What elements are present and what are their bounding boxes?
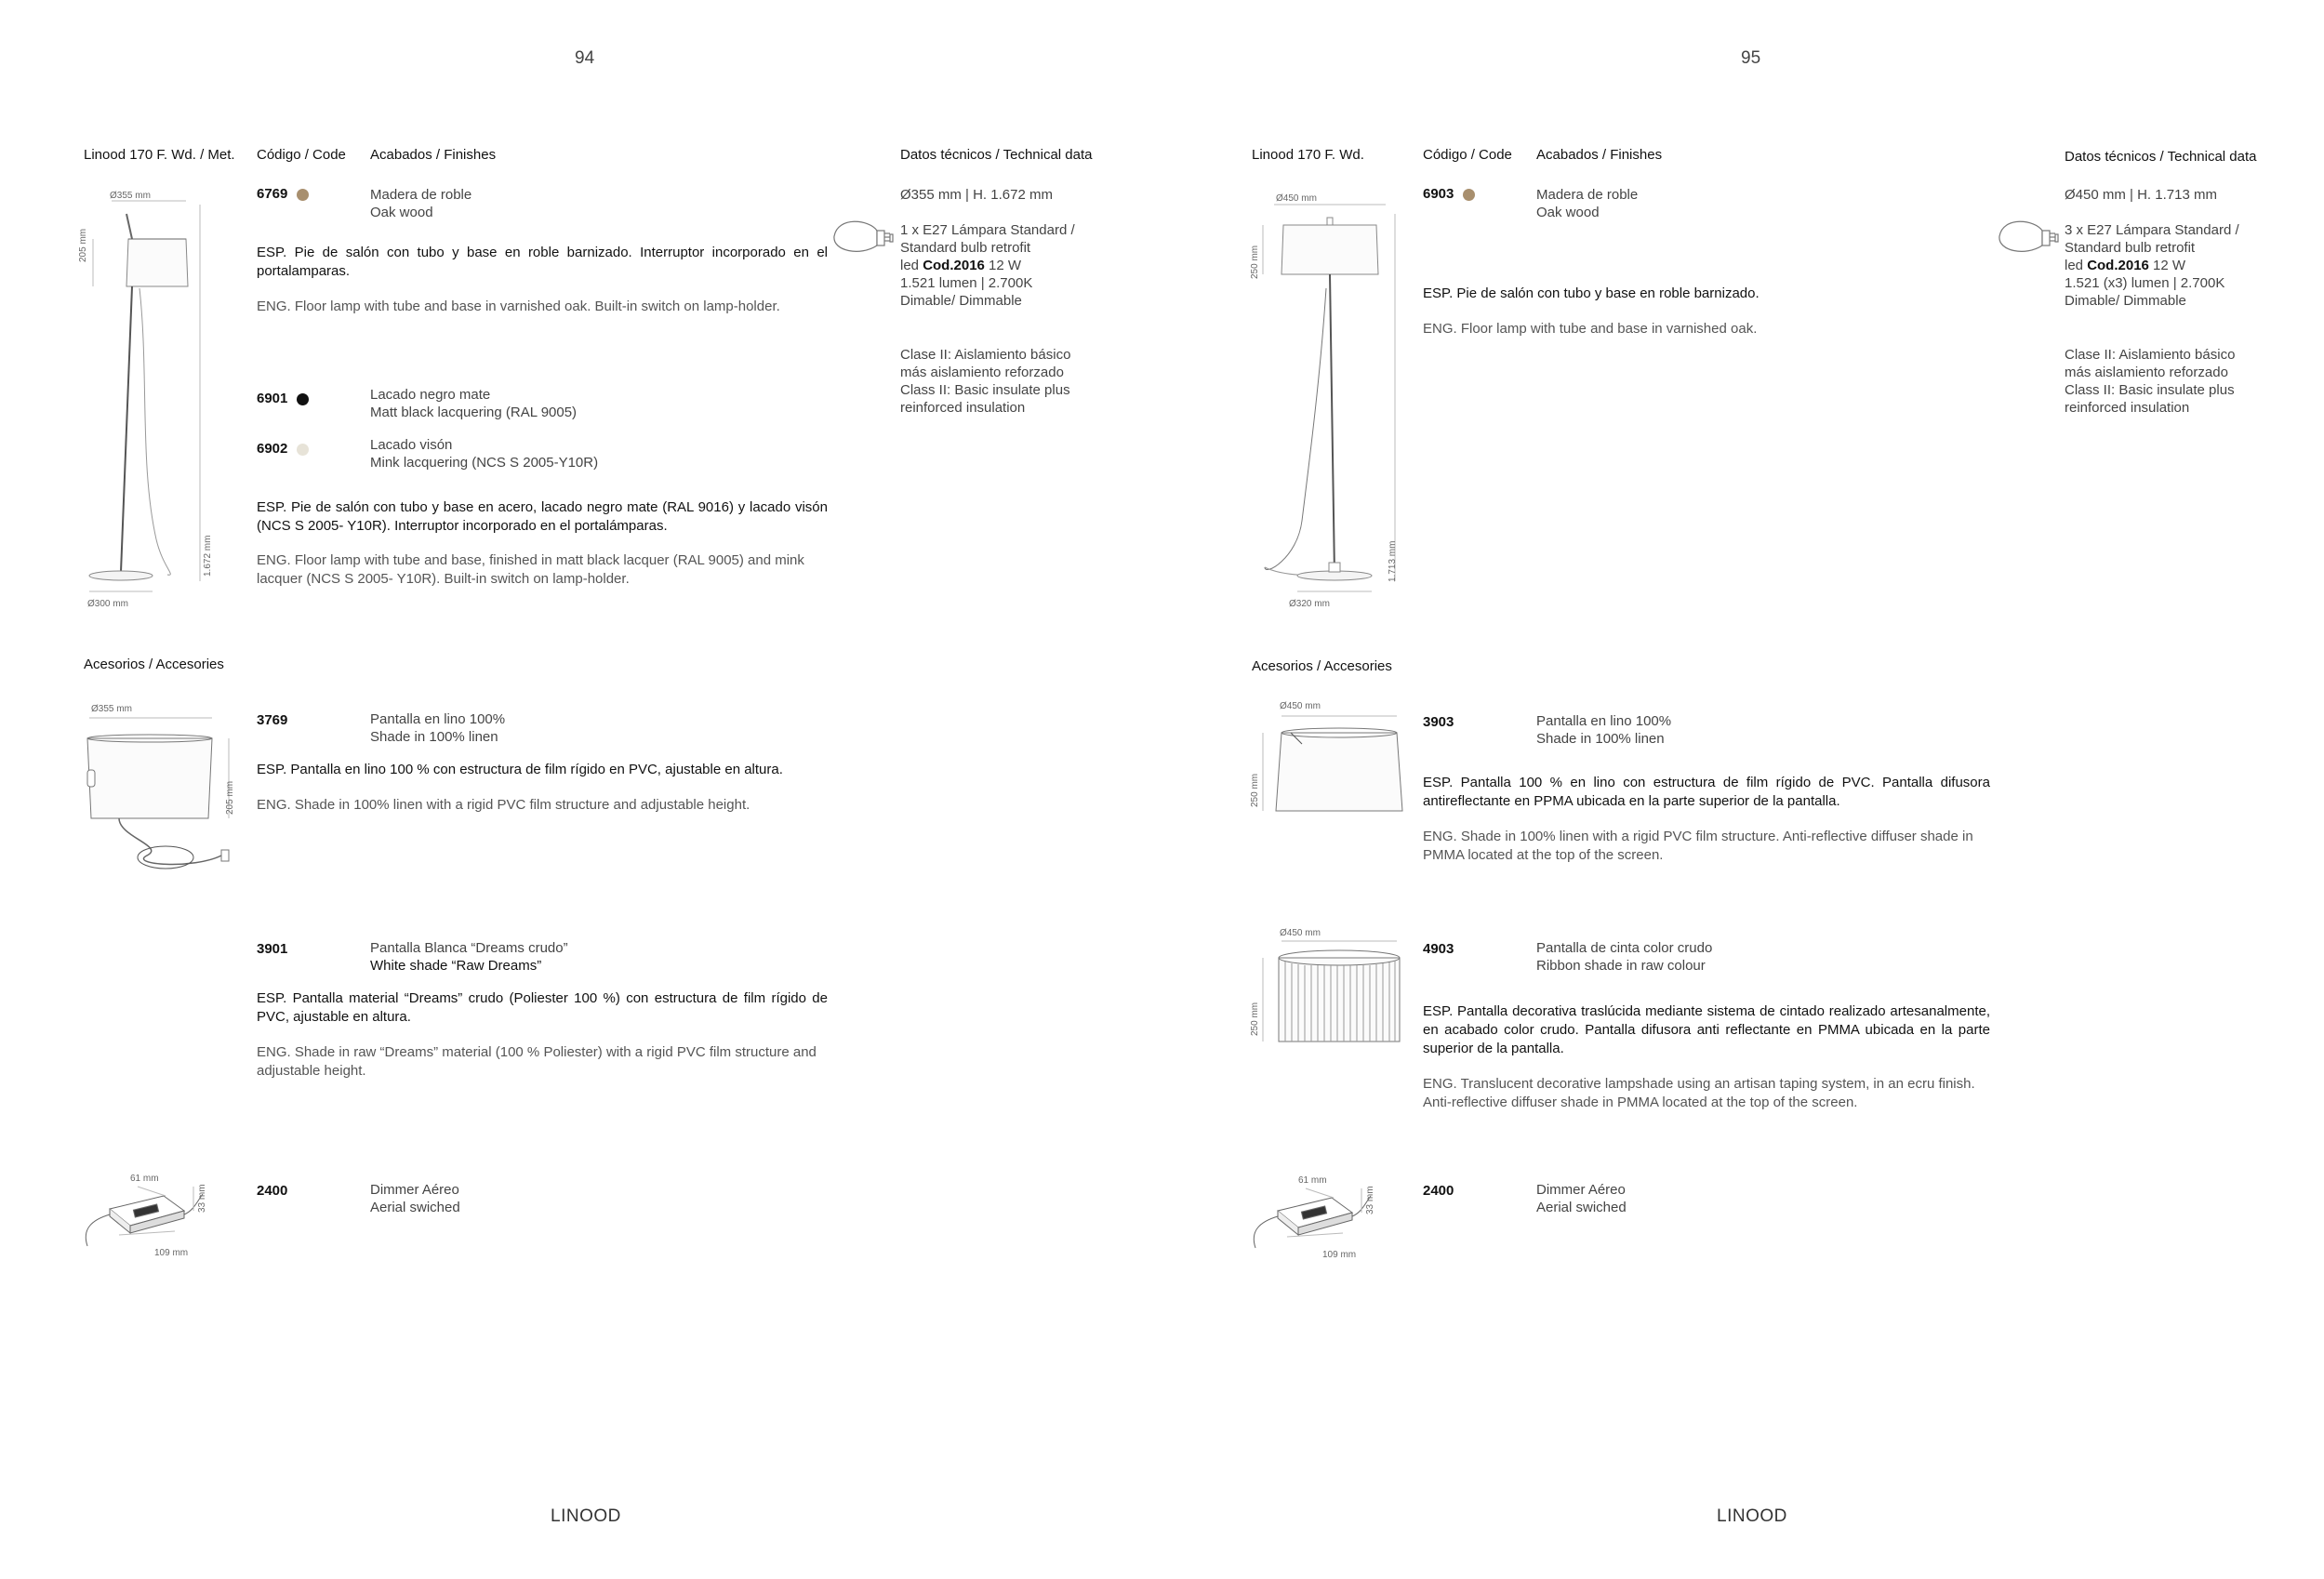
dimmer-length-label: 109 mm xyxy=(1322,1250,1357,1260)
tech-class: Clase II: Aislamiento básico más aislamiento reforzado Class II: Basic insulate plus reinforced insulation xyxy=(900,347,1071,416)
shade-accessory-drawing xyxy=(82,707,240,874)
accessories-title-left: Acesorios / Accesories xyxy=(84,657,224,672)
description-esp: ESP. Pie de salón con tubo y base en roble barnizado. Interruptor incorporado en el portalamparas. xyxy=(257,245,828,279)
dimmer-height-label: 33 mm xyxy=(1365,1186,1375,1214)
tech-header-right: Datos técnicos / Technical data xyxy=(2065,149,2257,165)
description-esp: ESP. Pie de salón con tubo y base en roble barnizado. xyxy=(1423,285,1760,301)
total-height-label-right: 1.713 mm xyxy=(1388,540,1398,582)
acc-shade-height-label: 205 mm xyxy=(225,780,235,815)
floor-lamp-drawing-left xyxy=(74,186,223,623)
dimmer-height-label: 33 mm xyxy=(197,1184,207,1213)
linen-shade-drawing xyxy=(1255,707,1423,828)
accessory-name: Dimmer Aéreo Aerial swiched xyxy=(1536,1182,1627,1215)
description-eng: ENG. Shade in raw “Dreams” material (100 % Poliester) with a rigid PVC film structure and adjustable height. xyxy=(257,1044,817,1079)
page-number-right: 95 xyxy=(1741,48,1761,68)
acc2-diameter-label: Ø450 mm xyxy=(1280,928,1321,938)
accessory-code: 2400 xyxy=(1423,1183,1454,1199)
accessory-name: Pantalla de cinta color crudo Ribbon shade in raw colour xyxy=(1536,940,1713,974)
product-code: 6903 xyxy=(1423,186,1475,202)
acc2-height-label: 250 mm xyxy=(1250,1002,1260,1036)
accessories-title-right: Acesorios / Accesories xyxy=(1252,658,1392,674)
model-header-left: Linood 170 F. Wd. / Met. xyxy=(84,147,235,163)
total-height-label-left: 1.672 mm xyxy=(203,535,213,577)
finish-text: Lacado negro mate Matt black lacquering (RAL 9005) xyxy=(370,387,578,420)
code-header-right: Código / Code xyxy=(1423,147,1512,163)
acc-shade-diameter-label: Ø355 mm xyxy=(91,704,132,714)
acc1-height-label: 250 mm xyxy=(1250,773,1260,807)
finish-text: Madera de roble Oak wood xyxy=(1536,187,1639,220)
tech-dimensions: Ø355 mm | H. 1.672 mm xyxy=(900,187,1053,203)
base-diameter-label-right: Ø320 mm xyxy=(1289,599,1330,609)
dimmer-length-label: 109 mm xyxy=(154,1248,189,1258)
finishes-header-left: Acabados / Finishes xyxy=(370,147,497,163)
description-esp: ESP. Pantalla en lino 100 % con estructura de film rígido en PVC, ajustable en altura. xyxy=(257,762,783,777)
dimmer-width-label: 61 mm xyxy=(1298,1175,1327,1186)
accessory-name: Pantalla en lino 100% Shade in 100% linen xyxy=(370,711,506,745)
description-eng: ENG. Shade in 100% linen with a rigid PVC film structure. Anti-reflective diffuser shade in PMMA located at the top of the screen. xyxy=(1423,829,1973,863)
shade-diameter-label-left: Ø355 mm xyxy=(110,191,151,201)
shade-height-label-left: 205 mm xyxy=(78,228,88,262)
accessory-name: Pantalla Blanca “Dreams crudo” White shade “Raw Dreams” xyxy=(370,940,568,974)
base-diameter-label-left: Ø300 mm xyxy=(87,599,128,609)
accessory-name: Pantalla en lino 100% Shade in 100% linen xyxy=(1536,713,1672,747)
accessory-code: 3769 xyxy=(257,712,288,728)
page-number-left: 94 xyxy=(575,48,595,68)
tech-header-left: Datos técnicos / Technical data xyxy=(900,147,1093,163)
description-eng: ENG. Shade in 100% linen with a rigid PVC film structure and adjustable height. xyxy=(257,797,750,813)
finish-swatch-oak xyxy=(297,189,309,201)
model-header-right: Linood 170 F. Wd. xyxy=(1252,147,1364,163)
product-code: 6901 xyxy=(257,391,309,406)
accessory-code: 2400 xyxy=(257,1183,288,1199)
bulb-icon xyxy=(832,218,894,263)
finish-swatch-mink xyxy=(297,444,309,456)
finish-text: Madera de roble Oak wood xyxy=(370,187,472,220)
tech-bulb: 1 x E27 Lámpara Standard / Standard bulb retrofit led Cod.2016 12 W 1.521 lumen | 2.700K Dimable/ Dimmable xyxy=(900,222,1075,309)
bulb-icon xyxy=(1998,218,2059,263)
finish-swatch-oak xyxy=(1463,189,1475,201)
code-header-left: Código / Code xyxy=(257,147,346,163)
accessory-name: Dimmer Aéreo Aerial swiched xyxy=(370,1182,460,1215)
description-eng: ENG. Floor lamp with tube and base, finished in matt black lacquer (RAL 9005) and mink lacquer (NCS S 2005- Y10R). Built-in switch on lamp-holder. xyxy=(257,552,804,587)
accessory-code: 3903 xyxy=(1423,714,1454,730)
description-esp: ESP. Pie de salón con tubo y base en acero, lacado negro mate (RAL 9016) y lacado visón (NCS S 2005- Y10R). Interruptor incorporado en el portalámparas. xyxy=(257,499,828,534)
description-eng: ENG. Translucent decorative lampshade using an artisan taping system, in an ecru finish. Anti-reflective diffuser shade in PMMA located at the top of the screen. xyxy=(1423,1076,1975,1110)
finish-text: Lacado visón Mink lacquering (NCS S 2005-Y10R) xyxy=(370,437,599,471)
description-esp: ESP. Pantalla material “Dreams” crudo (Poliester 100 %) con estructura de film rígido de PVC, ajustable en altura. xyxy=(257,990,828,1025)
description-esp: ESP. Pantalla 100 % en lino con estructura de film rígido de PVC. Pantalla difusora antireflectante en PPMA ubicada en la parte superior de la pantalla. xyxy=(1423,775,1990,809)
shade-diameter-label-right: Ø450 mm xyxy=(1276,193,1317,204)
finish-swatch-black xyxy=(297,393,309,405)
tech-bulb: 3 x E27 Lámpara Standard / Standard bulb retrofit led Cod.2016 12 W 1.521 (x3) lumen | 2.700K Dimable/ Dimmable xyxy=(2065,222,2239,309)
acc1-diameter-label: Ø450 mm xyxy=(1280,701,1321,711)
description-eng: ENG. Floor lamp with tube and base in varnished oak. Built-in switch on lamp-holder. xyxy=(257,299,780,314)
product-code: 6902 xyxy=(257,441,309,457)
accessory-code: 4903 xyxy=(1423,941,1454,957)
ribbon-shade-drawing xyxy=(1255,934,1423,1055)
tech-class: Clase II: Aislamiento básico más aislamiento reforzado Class II: Basic insulate plus reinforced insulation xyxy=(2065,347,2236,416)
dimmer-width-label: 61 mm xyxy=(130,1174,159,1184)
description-esp: ESP. Pantalla decorativa traslúcida mediante sistema de cintado realizado artesanalmente, en acabado color crudo. Pantalla difusora anti reflectante en PMMA ubicada en la parte superior de la pantalla. xyxy=(1423,1003,1990,1056)
tech-dimensions: Ø450 mm | H. 1.713 mm xyxy=(2065,187,2217,203)
shade-height-label-right: 250 mm xyxy=(1250,245,1260,279)
footer-brand-left: LINOOD xyxy=(551,1506,621,1526)
description-eng: ENG. Floor lamp with tube and base in varnished oak. xyxy=(1423,321,1758,337)
product-code: 6769 xyxy=(257,186,309,202)
footer-brand-right: LINOOD xyxy=(1717,1506,1787,1526)
accessory-code: 3901 xyxy=(257,941,288,957)
finishes-header-right: Acabados / Finishes xyxy=(1536,147,1663,163)
